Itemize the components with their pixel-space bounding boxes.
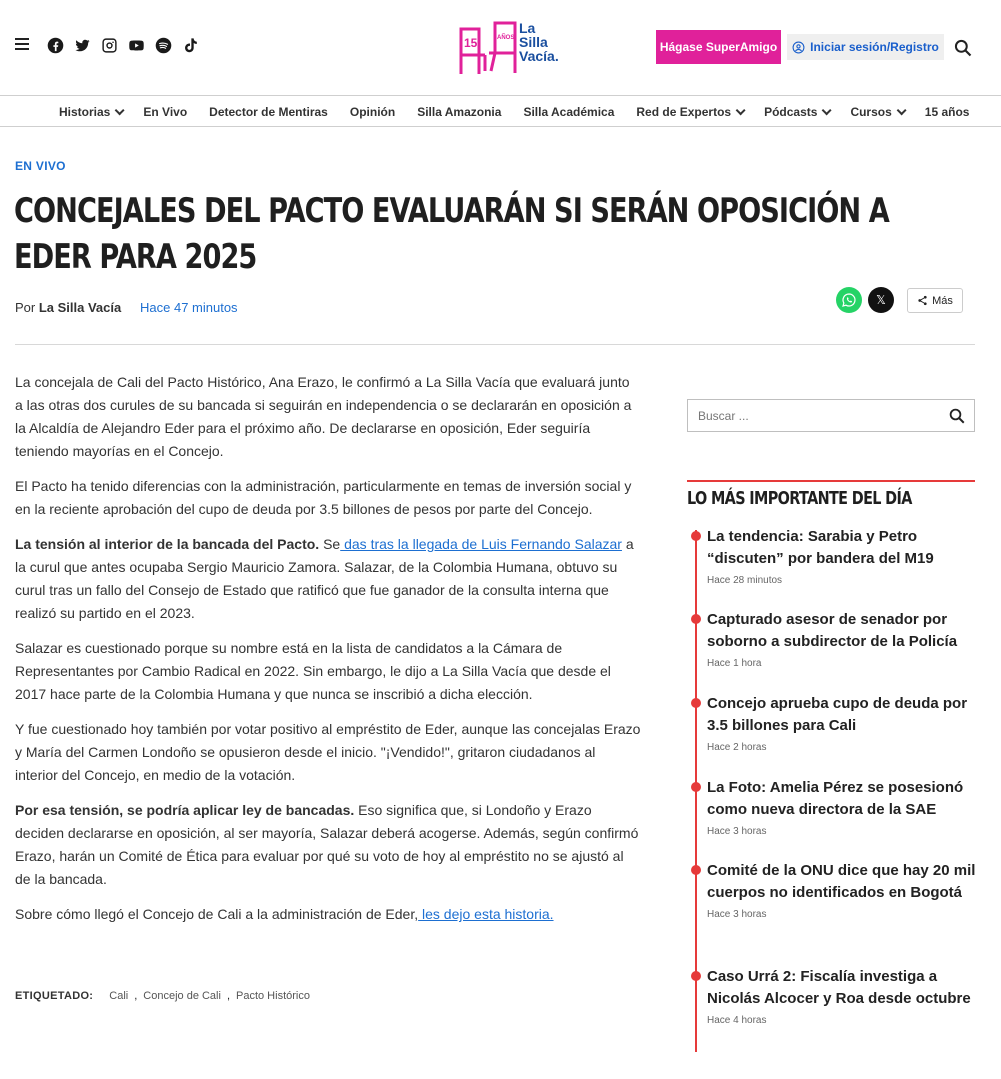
publish-time: Hace 47 minutos xyxy=(140,300,238,315)
nav-item-label: Historias xyxy=(59,105,111,119)
nav-item-label: En Vivo xyxy=(143,105,188,119)
story-title[interactable]: Capturado asesor de senador por soborno a subdirector de la Policía xyxy=(707,611,958,650)
search-icon[interactable] xyxy=(953,38,973,58)
story-time: Hace 4 horas xyxy=(707,1015,767,1026)
author-link[interactable]: La Silla Vacía xyxy=(38,300,122,315)
story-title[interactable]: Comité de la ONU dice que hay 20 mil cuerpos no identificados en Bogotá xyxy=(707,862,976,901)
nav-item[interactable] xyxy=(143,105,187,119)
chevron-down-icon xyxy=(896,105,906,115)
tags-label: ETIQUETADO: xyxy=(15,990,94,1002)
superamigo-button[interactable]: Hágase SuperAmigo xyxy=(656,30,781,64)
x-share-icon[interactable]: 𝕏 xyxy=(868,287,894,313)
sidebar-story[interactable] xyxy=(707,693,979,753)
more-share-button[interactable] xyxy=(907,288,963,313)
paragraph-4: Salazar es cuestionado porque su nombre está en la lista de candidatos a la Cámara de Representantes por Cambio Radical en 2022. Sin embargo, le dijo a La Silla Vacía que desde el 2017 hace parte de la Colombia Humana y que nunca se inscribió a dicha elección. xyxy=(15,640,611,702)
story-time: Hace 3 horas xyxy=(707,826,767,837)
nav-item-label: Silla Académica xyxy=(523,105,615,119)
tag-separator: , xyxy=(226,990,230,1002)
nav-item-label: Detector de Mentiras xyxy=(209,105,328,119)
logo-badge: 15 xyxy=(464,36,478,50)
paragraph-1: La concejala de Cali del Pacto Histórico, Ana Erazo, le confirmó a La Silla Vacía que evaluará junto a las otras dos curules de su bancada si seguirán en independencia o se declararán en oposición a la Alcaldía de Alejandro Eder para el próximo año. De declararse en oposición, Eder seguiría teniendo mayorías en el Concejo. xyxy=(15,374,632,459)
share-icon xyxy=(917,295,928,306)
nav-item-label: Silla Amazonia xyxy=(417,105,502,119)
byline xyxy=(15,300,121,315)
search-input[interactable] xyxy=(688,409,940,423)
nav-item[interactable] xyxy=(925,105,970,119)
story-title[interactable]: Caso Urrá 2: Fiscalía investiga a Nicolás Alcocer y Roa desde octubre xyxy=(707,968,971,1007)
timeline-dot xyxy=(691,614,701,624)
logo-years: AÑOS xyxy=(497,35,515,41)
paragraph-3-rest: a la curul que antes ocupaba Sergio Mauricio Zamora. Salazar, de la Colombia Humana, obtuvo su curul tras un fallo del Consejo de Estado que ratificó que fue ganador de la consulta interna que realizó su partido en el 2023. xyxy=(15,536,634,621)
nav-item[interactable] xyxy=(209,105,328,119)
story-time: Hace 3 horas xyxy=(707,909,767,920)
byline-prefix: Por xyxy=(15,300,39,315)
timeline-dot xyxy=(691,698,701,708)
chevron-down-icon xyxy=(822,105,832,115)
logo-wordmark: La Silla Vacía. xyxy=(519,20,559,64)
nav-item[interactable] xyxy=(417,105,501,119)
hamburger-menu-icon[interactable] xyxy=(15,38,31,54)
sidebar-search xyxy=(687,399,975,432)
tag-link[interactable]: Concejo de Cali xyxy=(143,990,221,1002)
section-rule xyxy=(687,480,975,482)
nav-item[interactable] xyxy=(59,105,121,119)
nav-item-label: Opinión xyxy=(349,105,396,119)
sidebar-story[interactable] xyxy=(707,860,979,920)
article-body xyxy=(15,371,641,938)
whatsapp-share-icon[interactable] xyxy=(836,287,862,313)
paragraph-6 xyxy=(15,799,641,891)
paragraph-7-text: Sobre cómo llegó el Concejo de Cali a la administración de Eder, xyxy=(15,906,419,922)
tag-link[interactable]: Cali xyxy=(109,990,129,1002)
story-time: Hace 2 horas xyxy=(707,742,767,753)
sidebar-story[interactable] xyxy=(707,777,979,837)
nav-item-label: 15 años xyxy=(924,105,970,119)
timeline-dot xyxy=(691,865,701,875)
search-submit-icon[interactable] xyxy=(940,407,974,425)
tags-row xyxy=(15,990,310,1002)
story-time: Hace 28 minutos xyxy=(707,575,783,586)
story-title[interactable]: La Foto: Amelia Pérez se posesionó como nueva directora de la SAE xyxy=(707,779,964,818)
nav-item[interactable] xyxy=(350,105,395,119)
story-title[interactable]: Concejo aprueba cupo de deuda por 3.5 billones para Cali xyxy=(707,695,968,734)
youtube-icon[interactable] xyxy=(128,37,145,54)
nav-item-label: Cursos xyxy=(850,105,892,119)
login-button[interactable] xyxy=(787,34,944,60)
paragraph-7 xyxy=(15,903,641,926)
article-title: CONCEJALES DEL PACTO EVALUARÁN SI SERÁN OPOSICIÓN A EDER PARA 2025 xyxy=(14,191,889,277)
sidebar-story[interactable] xyxy=(707,526,979,586)
tag-link[interactable]: Pacto Histórico xyxy=(236,990,310,1002)
paragraph-3-se: Se xyxy=(319,536,341,552)
login-label: Iniciar sesión/Registro xyxy=(810,40,939,54)
story-title[interactable]: La tendencia: Sarabia y Petro “discuten” por bandera del M19 xyxy=(707,528,934,567)
site-header xyxy=(0,0,1001,96)
paragraph-6-lead: Por esa tensión, se podría aplicar ley de bancadas. xyxy=(15,802,355,818)
user-circle-icon xyxy=(792,41,805,54)
article-divider xyxy=(15,344,975,345)
timeline-dot xyxy=(691,971,701,981)
spotify-icon[interactable] xyxy=(155,37,172,54)
article-kicker[interactable]: EN VIVO xyxy=(15,159,66,173)
twitter-icon[interactable] xyxy=(74,37,91,54)
main-nav xyxy=(0,97,1001,127)
sidebar-story[interactable] xyxy=(707,966,979,1026)
chevron-down-icon xyxy=(115,105,125,115)
nav-item[interactable] xyxy=(523,105,614,119)
paragraph-6-rest: Eso significa que, si Londoño y Erazo deciden declararse en oposición, al ser mayoría, Salazar deberá acogerse. Además, según confirmó Erazo, harán un Comité de Ética para evaluar por qué su voto de hoy al empréstito no se ajustó al de la bancada. xyxy=(15,802,639,887)
chairs-logo-icon xyxy=(459,19,519,77)
chevron-down-icon xyxy=(736,105,746,115)
sidebar-story[interactable] xyxy=(707,609,979,669)
facebook-icon[interactable] xyxy=(47,37,64,54)
section-title: LO MÁS IMPORTANTE DEL DÍA xyxy=(687,488,912,509)
paragraph-3-lead: La tensión al interior de la bancada del Pacto. xyxy=(15,536,320,552)
nav-item[interactable] xyxy=(850,105,902,119)
story-time: Hace 1 hora xyxy=(707,658,762,669)
nav-item-label: Red de Expertos xyxy=(636,105,732,119)
timeline-dot xyxy=(691,782,701,792)
timeline-dot xyxy=(691,531,701,541)
social-links xyxy=(47,37,199,54)
nav-item-label: Pódcasts xyxy=(764,105,818,119)
nav-item[interactable] xyxy=(636,105,742,119)
instagram-icon[interactable] xyxy=(101,37,118,54)
more-share-label: Más xyxy=(932,294,953,307)
paragraph-2: El Pacto ha tenido diferencias con la administración, particularmente en temas de inversión social y en la reciente aprobación del cupo de deuda por 3.5 billones de pesos por parte del Concejo. xyxy=(15,478,632,517)
paragraph-5: Y fue cuestionado hoy también por votar positivo al empréstito de Eder, aunque las concejalas Erazo y María del Carmen Londoño se opusieron desde el inicio. "¡Vendido!", gritaron ciudadanos al interior del Concejo, en medio de la votación. xyxy=(15,721,641,783)
tag-separator: , xyxy=(134,990,138,1002)
tiktok-icon[interactable] xyxy=(182,37,199,54)
salazar-link[interactable]: das tras la llegada de Luis Fernando Salazar xyxy=(340,536,622,552)
historia-link[interactable]: les dejo esta historia. xyxy=(418,906,554,922)
nav-item[interactable] xyxy=(764,105,828,119)
paragraph-3 xyxy=(15,533,641,625)
site-logo[interactable] xyxy=(459,19,569,77)
